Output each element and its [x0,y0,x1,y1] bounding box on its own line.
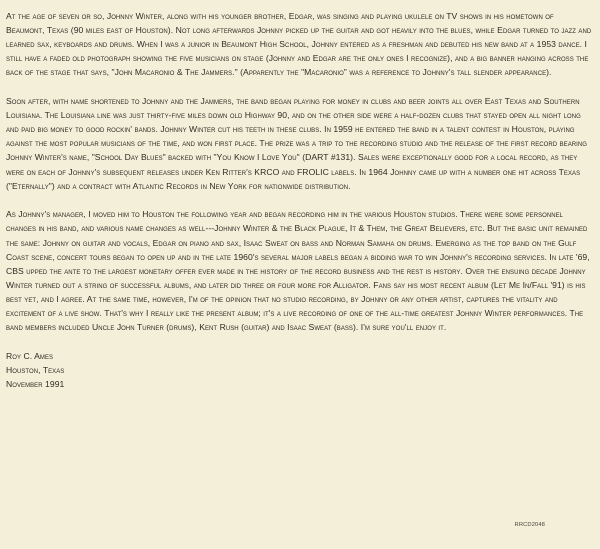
paragraph-houston: As Johnny's manager, I moved him to Houston the following year and began recording him in the various Houston studios. There were some personnel changes in his band, and various name changes as well---Johnny Winter & the Black Plague, It & Them, the Great Believers, etc. But the basic unit remained the same: Johnny on guitar and vocals, Edgar on piano and sax, Isaac Sweat on bass and Norman Samaha on drums. Emerging as the top band on the Gulf Coast scene, concert tours began to open up and in the late 1960's several major labels began a bidding war to win Johnny's recording services. In late '69, CBS upped the ante to the largest monetary offer ever made in the history of the record business and the rest is history. Over the ensuing decade Johnny Winter turned out a string of successful albums, and later did three or four more for Alligator. Fans say his most recent album (Let Me In/Fall '91) is his best yet, and I agree. At the same time, however, I'm of the opinion that no studio recording, by Johnny or any other artist, captures the vitality and excitement of a live show. That's why I really like the present album; it's a live recording of one of the all-time greatest Johnny Winter performances. The band members included Uncle John Turner (drums), Kent Rush (guitar) and Isaac Sweat (bass). I'm sure you'll enjoy it. [6,209,590,333]
signature-city: Houston, Texas [6,364,65,375]
catalog-number: RRCD2048 [514,521,545,528]
signature-block [6,349,592,391]
paragraph-early-years: At the age of seven or so, Johnny Winter, along with his younger brother, Edgar, was singing and playing ukulele on TV shows in his hometown of Beaumont, Texas (90 miles east of Houston). Not long afterwards Johnny picked up the guitar and got heavily into the blues, while Edgar turned to jazz and learned sax, keyboards and drums. When I was a junior in Beaumont High School, Johnny entered as a freshman and debuted his new band at a 1953 dance. I still have a faded old photograph showing the five musicians on stage (Johnny and Edgar are the only ones I recognize), and a big banner hanging across the back of the stage that says, "John Macaronio & The Jammers." (Apparently the "Macaronio" was a reference to Johnny's tall slender appearance). [6,11,592,78]
signature-date: November 1991 [6,378,65,389]
paragraph-jammers: Soon after, with name shortened to Johnny and the Jammers, the band began playing for money in clubs and beer joints all over East Texas and Southern Louisiana. The Louisiana line was just thirty-five miles down old Highway 90, and on the other side were a half-dozen clubs that stayed open all night long and paid big money to good rockin' bands. Johnny Winter cut his teeth in these clubs. In 1959 he entered the band in a talent contest in Houston, playing against the most popular musicians of the time, and won first place. The prize was a trip to the recording studio and the release of the first record bearing Johnny Winter's name, "School Day Blues" backed with "You Know I Love You" (DART #131). Sales were exceptionally good for a local record, as they were on each of Johnny's subsequent releases under Ken Ritter's KRCO and FROLIC labels. In 1964 Johnny came up with a number one hit across Texas ("Eternally") and a contract with Atlantic Records in New York for nationwide distribution. [6,96,587,191]
signature-name: Roy C. Ames [6,350,54,361]
